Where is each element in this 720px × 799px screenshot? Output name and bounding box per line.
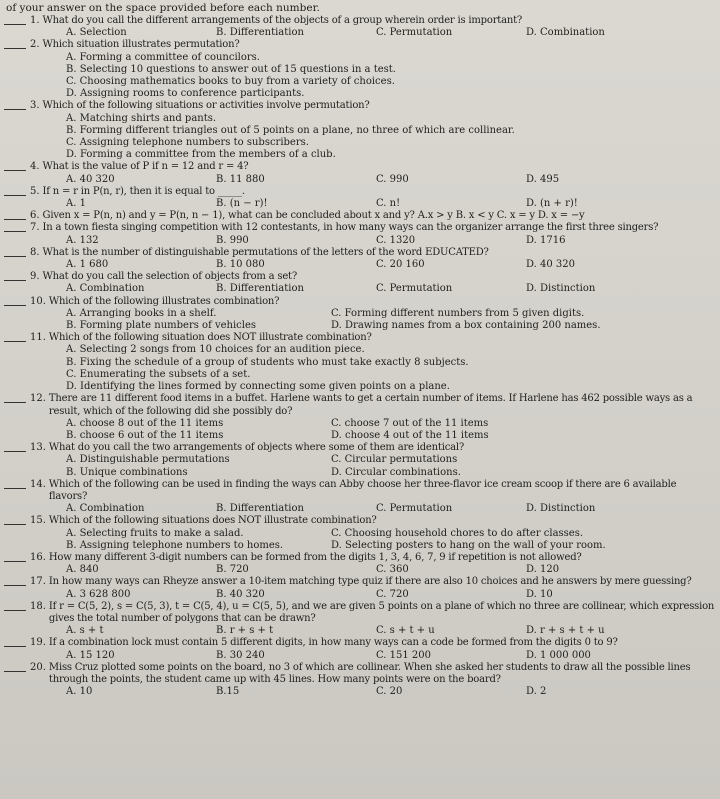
answer-choice: C. 20 bbox=[376, 686, 403, 698]
question-text: Which of the following situations does NOT illustrate combination? bbox=[48, 515, 377, 527]
answer-choice: A. Selecting 2 songs from 10 choices for an audition piece. bbox=[66, 344, 365, 356]
answer-choice: B. 990 bbox=[216, 234, 249, 246]
instructions-header: of your answer on the space provided before each number. bbox=[6, 2, 320, 14]
question-15 bbox=[4, 515, 716, 552]
choice-list bbox=[4, 454, 716, 478]
question-1 bbox=[4, 15, 716, 39]
question-16 bbox=[4, 552, 716, 576]
question-3 bbox=[4, 100, 716, 161]
answer-blank[interactable] bbox=[4, 442, 26, 452]
question-text: Given x = P(n, n) and y = P(n, n − 1), what can be concluded about x and y? A.x > y B. x < y C. x = y D. x = −y bbox=[42, 210, 585, 222]
answer-choice: D. choose 4 out of the 11 items bbox=[331, 429, 489, 441]
question-text: Which of the following situation does NOT illustrate combination? bbox=[48, 332, 372, 344]
choice-list bbox=[4, 564, 716, 576]
question-list bbox=[4, 15, 716, 698]
answer-choice: C. Permutation bbox=[376, 503, 453, 515]
answer-choice: D. 40 320 bbox=[526, 259, 576, 271]
question-stem bbox=[4, 662, 716, 686]
question-text: Which situation illustrates permutation? bbox=[42, 39, 240, 51]
answer-choice: A. 3 628 800 bbox=[66, 588, 131, 600]
answer-choice: A. 40 320 bbox=[66, 173, 115, 185]
answer-choice: C. 990 bbox=[376, 173, 409, 185]
question-number: 11. bbox=[30, 332, 46, 344]
answer-choice: B. 11 880 bbox=[216, 173, 265, 185]
answer-choice: D. Selecting posters to hang on the wall of your room. bbox=[331, 539, 606, 551]
question-stem bbox=[4, 161, 716, 173]
question-number: 2. bbox=[30, 39, 40, 51]
choice-list bbox=[4, 686, 716, 698]
question-number: 5. bbox=[30, 185, 40, 197]
answer-choice: C. Choosing household chores to do after classes. bbox=[331, 527, 584, 539]
answer-choice: B. Unique combinations bbox=[66, 466, 188, 478]
answer-choice: C. 20 160 bbox=[376, 259, 425, 271]
choice-list bbox=[4, 198, 716, 210]
answer-choice: A. 1 bbox=[66, 198, 86, 210]
answer-blank[interactable] bbox=[4, 576, 26, 586]
answer-blank[interactable] bbox=[4, 100, 26, 110]
question-stem bbox=[4, 637, 716, 649]
question-stem bbox=[4, 552, 716, 564]
answer-blank[interactable] bbox=[4, 186, 26, 196]
question-stem bbox=[4, 39, 716, 51]
answer-choice: A. 15 120 bbox=[66, 649, 115, 661]
answer-choice: C. Permutation bbox=[376, 283, 453, 295]
answer-choice: D. 495 bbox=[526, 173, 560, 185]
question-17 bbox=[4, 576, 716, 600]
answer-choice: B. Forming plate numbers of vehicles bbox=[66, 320, 257, 332]
answer-choice: A. Combination bbox=[66, 503, 145, 515]
question-text: In a town fiesta singing competition with 12 contestants, in how many ways can the organizer arrange the first three singers? bbox=[42, 222, 659, 234]
question-6 bbox=[4, 210, 716, 222]
answer-choice: B. Fixing the schedule of a group of students who must take exactly 8 subjects. bbox=[66, 356, 469, 368]
choice-list bbox=[4, 259, 716, 271]
question-text: In how many ways can Rheyze answer a 10-item matching type quiz if there are also 10 choices and he answers by mere guessing? bbox=[48, 576, 692, 588]
question-text: Which of the following can be used in finding the ways can Abby choose her three-flavor ice cream scoop if there are 6 available flavors? bbox=[48, 478, 677, 502]
answer-choice: A. 840 bbox=[66, 564, 99, 576]
answer-choice: B. 30 240 bbox=[216, 649, 265, 661]
answer-choice: A. Selection bbox=[66, 27, 127, 39]
answer-blank[interactable] bbox=[4, 601, 26, 611]
question-text: What is the number of distinguishable permutations of the letters of the word EDUCATED? bbox=[42, 246, 489, 258]
question-9 bbox=[4, 271, 716, 295]
choice-list bbox=[4, 503, 716, 515]
question-number: 20. bbox=[30, 661, 46, 673]
question-11 bbox=[4, 332, 716, 393]
choice-list bbox=[4, 27, 716, 39]
question-stem bbox=[4, 576, 716, 588]
answer-choice: C. 151 200 bbox=[376, 649, 432, 661]
question-stem bbox=[4, 393, 716, 417]
question-13 bbox=[4, 442, 716, 479]
answer-choice: B.15 bbox=[216, 686, 240, 698]
answer-choice: B. Differentiation bbox=[216, 27, 304, 39]
choice-list bbox=[4, 235, 716, 247]
choice-list bbox=[4, 113, 716, 162]
question-stem bbox=[4, 186, 716, 198]
answer-blank[interactable] bbox=[4, 296, 26, 306]
question-number: 13. bbox=[30, 442, 46, 454]
question-number: 14. bbox=[30, 478, 46, 490]
question-text: What do you call the selection of objects from a set? bbox=[42, 271, 298, 283]
answer-choice: A. Matching shirts and pants. bbox=[66, 112, 217, 124]
question-number: 17. bbox=[30, 576, 46, 588]
question-stem bbox=[4, 479, 716, 503]
choice-list bbox=[4, 308, 716, 332]
answer-choice: D. 1 000 000 bbox=[526, 649, 591, 661]
answer-choice: A. Forming a committee of councilors. bbox=[66, 51, 260, 63]
answer-blank[interactable] bbox=[4, 393, 26, 403]
question-text: How many different 3-digit numbers can be formed from the digits 1, 3, 4, 6, 7, 9 if repetition is not allowed? bbox=[48, 551, 582, 563]
answer-blank[interactable] bbox=[4, 39, 26, 49]
question-text: If r = C(5, 2), s = C(5, 3), t = C(5, 4), u = C(5, 5), and we are given 5 points on a plane of which no three are collinear, which expression gives the total number of polygons that can be drawn? bbox=[48, 600, 715, 624]
question-stem bbox=[4, 15, 716, 27]
question-text: What do you call the different arrangements of the objects of a group wherein order is important? bbox=[42, 15, 523, 26]
answer-choice: A. s + t bbox=[66, 625, 104, 637]
answer-choice: B. Forming different triangles out of 5 points on a plane, no three of which are collinear. bbox=[66, 124, 515, 136]
answer-choice: C. Circular permutations bbox=[331, 454, 458, 466]
answer-choice: C. 720 bbox=[376, 588, 409, 600]
question-text: Miss Cruz plotted some points on the board, no 3 of which are collinear. When she asked her students to draw all the possible lines through the points, the student came up with 45 lines. How many points were on the board? bbox=[48, 661, 691, 685]
question-number: 10. bbox=[30, 295, 46, 307]
answer-choice: D. Assigning rooms to conference participants. bbox=[66, 88, 305, 100]
question-number: 4. bbox=[30, 161, 40, 173]
answer-choice: C. 360 bbox=[376, 564, 409, 576]
answer-choice: D. r + s + t + u bbox=[526, 625, 605, 637]
question-text: If n = r in P(n, r), then it is equal to _____. bbox=[42, 185, 245, 197]
question-text: What do you call the two arrangements of objects where some of them are identical? bbox=[48, 442, 465, 454]
question-12 bbox=[4, 393, 716, 442]
answer-choice: C. s + t + u bbox=[376, 625, 435, 637]
answer-choice: D. (n + r)! bbox=[526, 198, 578, 210]
question-number: 1. bbox=[30, 15, 40, 26]
question-7 bbox=[4, 222, 716, 246]
answer-blank[interactable] bbox=[4, 247, 26, 257]
question-number: 18. bbox=[30, 600, 46, 612]
question-text: If a combination lock must contain 5 different digits, in how many ways can a code be formed from the digits 0 to 9? bbox=[48, 637, 618, 649]
answer-choice: C. Forming different numbers from 5 given digits. bbox=[331, 307, 585, 319]
answer-choice: A. Selecting fruits to make a salad. bbox=[66, 527, 244, 539]
answer-choice: B. Selecting 10 questions to answer out of 15 questions in a test. bbox=[66, 63, 396, 75]
question-stem bbox=[4, 332, 716, 344]
answer-choice: D. Distinction bbox=[526, 503, 596, 515]
choice-list bbox=[4, 418, 716, 442]
choice-list bbox=[4, 650, 716, 662]
answer-choice: C. Assigning telephone numbers to subscribers. bbox=[66, 137, 309, 149]
question-number: 9. bbox=[30, 271, 40, 283]
answer-choice: D. Identifying the lines formed by connecting some given points on a plane. bbox=[66, 381, 450, 393]
answer-choice: B. Differentiation bbox=[216, 283, 304, 295]
choice-list bbox=[4, 528, 716, 552]
choice-list bbox=[4, 174, 716, 186]
answer-blank[interactable] bbox=[4, 161, 26, 171]
answer-choice: C. Enumerating the subsets of a set. bbox=[66, 368, 251, 380]
answer-choice: D. Combination bbox=[526, 27, 605, 39]
answer-blank[interactable] bbox=[4, 515, 26, 525]
answer-choice: D. 10 bbox=[526, 588, 553, 600]
question-text: What is the value of P if n = 12 and r = 4? bbox=[42, 161, 249, 173]
answer-choice: B. (n − r)! bbox=[216, 198, 268, 210]
question-number: 12. bbox=[30, 393, 46, 405]
answer-blank[interactable] bbox=[4, 552, 26, 562]
answer-blank[interactable] bbox=[4, 662, 26, 672]
choice-list bbox=[4, 52, 716, 101]
question-stem bbox=[4, 515, 716, 527]
answer-choice: C. choose 7 out of the 11 items bbox=[331, 417, 489, 429]
question-number: 6. bbox=[30, 210, 40, 222]
question-20 bbox=[4, 662, 716, 699]
answer-choice: A. Combination bbox=[66, 283, 145, 295]
answer-blank[interactable] bbox=[4, 210, 26, 220]
answer-choice: C. Choosing mathematics books to buy from a variety of choices. bbox=[66, 76, 395, 88]
question-number: 7. bbox=[30, 222, 40, 234]
question-stem bbox=[4, 296, 716, 308]
answer-choice: A. 10 bbox=[66, 686, 93, 698]
answer-choice: D. 2 bbox=[526, 686, 547, 698]
answer-choice: D. Forming a committee from the members of a club. bbox=[66, 149, 336, 161]
question-text: There are 11 different food items in a buffet. Harlene wants to get a certain number of items. If Harlene has 462 possible ways as a result, which of the following did she possibly do? bbox=[48, 393, 693, 417]
answer-blank[interactable] bbox=[4, 637, 26, 647]
answer-choice: D. 1716 bbox=[526, 234, 566, 246]
answer-choice: A. 132 bbox=[66, 234, 99, 246]
answer-choice: D. Distinction bbox=[526, 283, 596, 295]
answer-choice: B. choose 6 out of the 11 items bbox=[66, 429, 224, 441]
question-number: 3. bbox=[30, 100, 40, 112]
answer-choice: A. Distinguishable permutations bbox=[66, 454, 230, 466]
question-number: 16. bbox=[30, 551, 46, 563]
answer-choice: C. 1320 bbox=[376, 234, 416, 246]
answer-choice: A. 1 680 bbox=[66, 259, 109, 271]
question-18 bbox=[4, 601, 716, 638]
answer-choice: B. r + s + t bbox=[216, 625, 274, 637]
answer-choice: A. Arranging books in a shelf. bbox=[66, 307, 217, 319]
answer-blank[interactable] bbox=[4, 15, 26, 25]
question-10 bbox=[4, 296, 716, 333]
question-stem bbox=[4, 247, 716, 259]
question-4 bbox=[4, 161, 716, 185]
question-8 bbox=[4, 247, 716, 271]
question-stem bbox=[4, 442, 716, 454]
answer-choice: D. Drawing names from a box containing 200 names. bbox=[331, 320, 601, 332]
answer-blank[interactable] bbox=[4, 332, 26, 342]
choice-list bbox=[4, 283, 716, 295]
question-5 bbox=[4, 186, 716, 210]
answer-choice: A. choose 8 out of the 11 items bbox=[66, 417, 224, 429]
choice-list bbox=[4, 344, 716, 393]
question-number: 19. bbox=[30, 637, 46, 649]
question-stem bbox=[4, 222, 716, 234]
answer-blank[interactable] bbox=[4, 479, 26, 489]
choice-list bbox=[4, 625, 716, 637]
question-14 bbox=[4, 479, 716, 516]
question-stem bbox=[4, 601, 716, 625]
question-text: Which of the following situations or activities involve permutation? bbox=[42, 100, 370, 112]
answer-blank[interactable] bbox=[4, 271, 26, 281]
answer-choice: D. 120 bbox=[526, 564, 560, 576]
question-2 bbox=[4, 39, 716, 100]
question-19 bbox=[4, 637, 716, 661]
question-stem bbox=[4, 271, 716, 283]
answer-choice: B. 10 080 bbox=[216, 259, 265, 271]
answer-choice: B. Assigning telephone numbers to homes. bbox=[66, 539, 284, 551]
answer-choice: B. 720 bbox=[216, 564, 249, 576]
answer-choice: B. 40 320 bbox=[216, 588, 265, 600]
question-number: 8. bbox=[30, 246, 40, 258]
question-stem bbox=[4, 210, 716, 222]
question-number: 15. bbox=[30, 515, 46, 527]
answer-choice: C. n! bbox=[376, 198, 401, 210]
answer-choice: C. Permutation bbox=[376, 27, 453, 39]
question-stem bbox=[4, 100, 716, 112]
answer-choice: D. Circular combinations. bbox=[331, 466, 461, 478]
choice-list bbox=[4, 589, 716, 601]
question-text: Which of the following illustrates combination? bbox=[48, 295, 280, 307]
answer-choice: B. Differentiation bbox=[216, 503, 304, 515]
answer-blank[interactable] bbox=[4, 222, 26, 232]
